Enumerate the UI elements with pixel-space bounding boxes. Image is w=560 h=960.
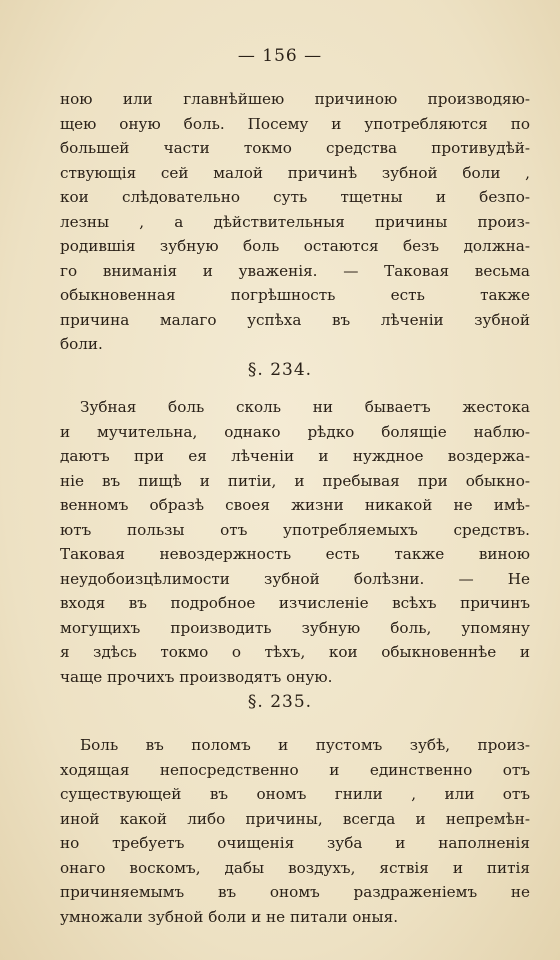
text-line: причиняемымъ въ ономъ раздраженіемъ не (60, 883, 530, 901)
text-line: неудобоизцѣлимости зубной болѣзни. — Не (60, 569, 530, 588)
text-line: ютъ пользы отъ употребляемыхъ средствъ. (60, 520, 530, 539)
text-line: ною или главнѣйшею причиною производяю- (60, 90, 530, 108)
paragraph-3 (60, 733, 530, 929)
text-line: лезны , а дѣйствительныя причины произ- (60, 212, 530, 231)
text-line: ніе въ пищѣ и питіи, и пребывая при обыкно- (60, 471, 530, 490)
text-line: могущихъ производить зубную боль, упомяну (60, 618, 530, 637)
text-line: щею оную боль. Посему и употребляются по (60, 114, 530, 133)
text-line: чаще прочихъ производятъ оную. (60, 667, 333, 686)
text-line: родившія зубную боль остаются безъ должна- (60, 237, 530, 255)
text-line: и мучительна, однако рѣдко болящіе наблю- (60, 422, 530, 441)
text-line: входя въ подробное изчисленіе всѣхъ причинъ (60, 594, 530, 612)
text-line: венномъ образѣ своея жизни никакой не имѣ- (60, 496, 530, 514)
section-heading-235: §. 235. (247, 692, 313, 712)
text-line: умножали зубной боли и не питали оныя. (60, 907, 399, 926)
text-line: большей части токмо средства противудѣй- (60, 139, 530, 157)
text-line: Зубная боль сколь ни бываетъ жестока (80, 398, 530, 416)
text-line: го вниманія и уваженія. — Таковая весьма (60, 261, 530, 280)
text-line: Таковая невоздержность есть также виною (60, 545, 530, 563)
text-line: обыкновенная погрѣшность есть также (60, 286, 530, 304)
paragraph-1 (60, 87, 530, 357)
text-line: Боль въ поломъ и пустомъ зубѣ, произ- (80, 736, 530, 754)
page-number: — 156 — (237, 46, 323, 66)
text-line: причина малаго успѣха въ лѣченіи зубной (60, 310, 530, 329)
text-line: иной какой либо причины, всегда и непремѣн- (60, 809, 530, 828)
text-line: кои слѣдовательно суть тщетны и безпо- (60, 188, 530, 206)
text-line: даютъ при ея лѣченіи и нуждное воздержа- (60, 447, 530, 465)
text-line: ходящая непосредственно и единственно отъ (60, 760, 530, 779)
text-line: я здѣсь токмо о тѣхъ, кои обыкновеннѣе и (60, 643, 530, 661)
text-line: ствующія сей малой причинѣ зубной боли , (60, 163, 530, 182)
text-line: существующей въ ономъ гнили , или отъ (60, 785, 530, 803)
paragraph-2 (60, 395, 530, 689)
text-line: но требуетъ очищенія зуба и наполненія (60, 834, 530, 852)
section-heading-234: §. 234. (247, 360, 313, 380)
text-line: онаго воскомъ, дабы воздухъ, яствія и питія (60, 858, 530, 877)
text-line: боли. (60, 335, 103, 353)
